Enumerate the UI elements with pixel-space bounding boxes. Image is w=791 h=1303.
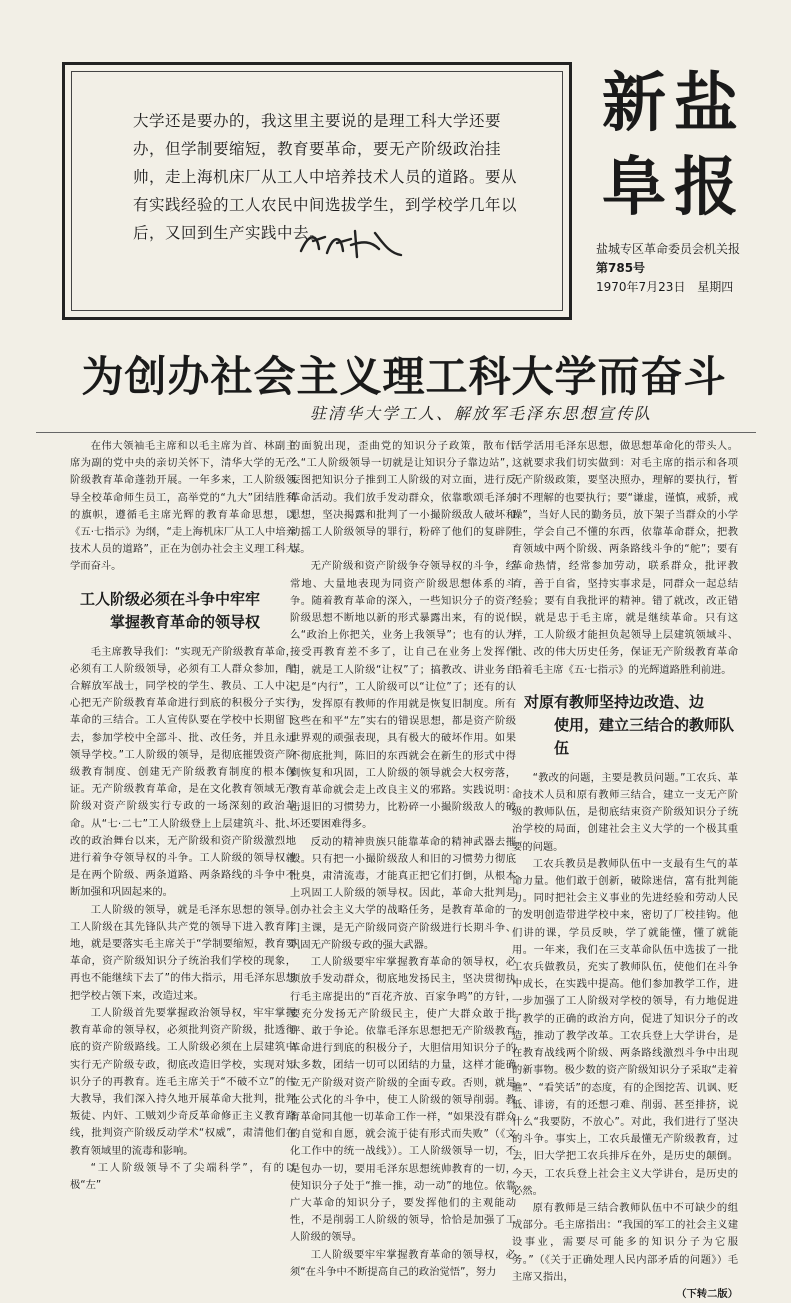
quote-text: 大学还是要办的，我这里主要说的是理工科大学还要办，但学制要缩短，教育要革命，要无产阶级政治挂帅，走上海机床厂从工人中培养技术人员的道路。要从有实践经验的工人农民中间选拔学生，到学校学几年以后，又回到生产实践中去。 xyxy=(133,112,518,242)
section-heading-2 xyxy=(512,691,738,760)
paragraph: 工人阶级的领导，就是毛泽东思想的领导。工人阶级在其先锋队共产党的领导下进入教育阵地，就是要落实毛主席关于“学制要缩短，教育要革命，资产阶级知识分子统治我们学校的现象，再也不能继续下去了”的伟大指示，用毛泽东思想把学校占领下来，改造过来。 xyxy=(70,903,296,1002)
continued-on-page-2: （下转二版） xyxy=(676,1287,738,1300)
issue-date-line xyxy=(596,278,752,297)
article-column-2 xyxy=(290,438,516,1281)
paragraph: 活学活用毛泽东思想，做思想革命化的带头人。这就要求我们切实做到：对毛主席的指示和各项无产阶级政策，要坚决照办，理解的要执行，暂时不理解的也要执行；要“谦虚，谨慎，戒骄，戒躁”，当好人民的勤务员，放下架子当群众的小学生，学会自己不懂的东西，依靠革命群众，把教育领域中两个阶级、两条路线斗争的“舵”；要有革命热情，经常参加劳动，联系群众，批评教育，善于自省，坚持实事求是，同群众一起总结经验；要有自我批评的精神。错了就改，改正错误，就是忠于毛主席，就是继续革命。只有这样，工人阶级才能担负起领导上层建筑领域斗、批、改的伟大历史任务，保证无产阶级教育革命沿着毛主席《五·七指示》的光辉道路胜利前进。 xyxy=(512,440,738,676)
paragraph: 原有教师是三结合教师队伍中不可缺少的组成部分。毛主席指出：“我国的军工的社会主义建设事业，需要尽可能多的知识分子为它服务。”（《关于正确处理人民内部矛盾的问题》）毛主席又指出， xyxy=(512,1201,738,1283)
masthead-meta xyxy=(596,240,752,297)
section-heading-line: 掌握教育革命的领导权 xyxy=(110,612,261,631)
paragraph: 反动的精神贵族只能靠革命的精神武器去摧毁。只有把一小撮阶级敌人和旧的习惯势力彻底批臭，肃清流毒，才能真正把它们打倒，从根本上巩固工人阶级的领导权。因此，革命大批判是创办社会主义大学的战略任务，是教育革命的一门主课，是无产阶级同资产阶级进行长期斗争、巩固无产阶级专政的强大武器。 xyxy=(290,835,516,951)
section-heading-line: 工人阶级必须在斗争中牢牢 xyxy=(80,589,261,608)
section-heading-line: 使用，建立三结合的教师队伍 xyxy=(554,715,735,757)
signature-image xyxy=(297,223,407,263)
chairman-quote-box xyxy=(62,62,572,320)
paragraph: 工人阶级首先要掌握政治领导权，牢牢掌握教育革命的领导权，必须批判资产阶级，批透彻底的资产阶级路线。工人阶级必须在上层建筑中实行无产阶级专政，彻底改造旧学校，实现对知识分子的再教育。连毛主席关于“不破不立”的伟大教导，我们深入持久地开展革命大批判，批判叛徒、内奸、工贼刘少奇反革命修正主义教育路线，批判资产阶级反动学术“权威”，肃清他们在教育领域里的流毒和影响。 xyxy=(70,1006,296,1157)
paragraph: 在伟大领袖毛主席和以毛主席为首、林副主席为副的党中央的亲切关怀下，清华大学的无产阶级教育革命蓬勃开展。一年多来，工人阶级领导全校革命师生员工，高举党的“九大”团结胜利的旗帜，遵循毛主席光辉的教育革命思想，以《五·七指示》为纲，“走上海机床厂从工人中培养技术人员的道路”，正在为创办社会主义理工科大学而奋斗。 xyxy=(70,440,296,573)
section-heading-1 xyxy=(70,588,296,634)
paragraph: “工人阶级领导不了尖端科学”，有的以极“左” xyxy=(70,1161,296,1191)
issue-weekday: 星期四 xyxy=(697,280,734,294)
section-heading-line: 对原有教师坚持边改造、边 xyxy=(524,692,705,711)
paragraph: 的面貌出现，歪曲党的知识分子政策，散布什么“工人阶级领导一切就是让知识分子靠边站”，妄图把知识分子推到工人阶级的对立面，进行反革命活动。我们放手发动群众，依靠歌颂毛泽东思想，坚决揭露和批判了一小撮阶级敌人破坏和动摇工人阶级领导的罪行，粉碎了他们的复辟阴谋。 xyxy=(290,440,516,556)
newspaper-title: 新盐阜报 xyxy=(602,67,746,225)
article-column-1 xyxy=(70,438,296,1194)
paragraph: 工人阶级要牢牢掌握教育革命的领导权，必须“在斗争中不断提高自己的政治觉悟”，努力 xyxy=(290,1248,516,1278)
paragraph: 无产阶级和资产阶级争夺领导权的斗争，经常地、大量地表现为同资产阶级思想体系的斗争。随着教育革命的深入，一些知识分子的资产阶级思想不断地以新的形式暴露出来，有的说什么“政治上你把关，业务上我领导”；也有的认为接受再教育差不多了，让自己在业务上发挥作用，就是工人阶级“让权”了；搞教改、讲业务自己是“内行”，工人阶级可以“让位”了；还有的认为，发挥原有教师的作用就是恢复旧制度。所有这些在和平“左”实右的错误思想，都是资产阶级世界观的顽强表现，具有极大的破坏作用。如果不彻底批判，陈旧的东西就会在新生的形式中得到恢复和巩固，工人阶级的领导就会大权旁落，教育革命就会走上改良主义的邪路。实践说明：击退旧的习惯势力，比粉碎一小撮阶级敌人的破坏还要困难得多。 xyxy=(290,560,516,831)
publisher-org: 盐城专区革命委员会机关报 xyxy=(596,242,741,256)
main-headline: 为创办社会主义理工科大学而奋斗 xyxy=(81,352,727,401)
paragraph: 工农兵教员是教师队伍中一支最有生气的革命力量。他们敢于创新，破除迷信，富有批判能力。同时把社会主义事业的先进经验和劳动人民的发明创造带进学校中来，密切了厂校挂钩。他们讲的课，学员反映，学了就能懂，懂了就能用。一年来，我们在三支革命队伍中选拔了一批工农兵做教员，充实了教师队伍，使他们在斗争中成长，在实践中提高。他们参加教学工作，进一步加强了工人阶级对学校的领导，有力地促进了教学的正确的政治方向，促进了知识分子的改造，推动了教学改革。工农兵登上大学讲台，是在教育战线两个阶级、两条路线激烈斗争中出现的新事物。极少数的资产阶级知识分子采取“走着瞧”、“看笑话”的态度，有的企图挖苦、讥讽、贬低、诽谤，有的还想刁难、削弱、甚至排挤，说什么“我要防，不放心”。对此，我们进行了坚决的斗争。事实上，工农兵最懂无产阶级教育，过去，旧大学把工农兵排斥在外，是历史的颠倒。今天，工农兵登上社会主义大学讲台，是历史的必然。 xyxy=(512,857,738,1197)
article-column-3 xyxy=(512,438,738,1303)
masthead xyxy=(592,62,752,297)
paragraph: 工人阶级要牢牢掌握教育革命的领导权，必须放手发动群众，彻底地发扬民主，坚决贯彻执行毛主席提出的“百花齐放、百家争鸣”的方针，要充分发扬无产阶级民主，使广大群众敢于批评、敢于争论。依靠毛泽东思想把无产阶级教育革命进行到底的积极分子，大胆信用知识分子的大多数，团结一切可以团结的力量，这样才能确立无产阶级对资产阶级的全面专政。否则，就是在公式化的斗争中，使工人阶级的领导削弱。教育革命同其他一切革命工作一样，“如果没有群众的自觉和自愿，就会流于徒有形式而失败”（《文化工作中的统一战线》）。工人阶级领导一切，不是包办一切，要用毛泽东思想统帅教育的一切，使知识分子处于“推一推，动一动”的地位。依靠广大革命的知识分子，要发挥他们的主观能动性，不是削弱工人阶级的领导，恰恰是加强了工人阶级的领导。 xyxy=(290,956,516,1244)
article-byline: 驻清华大学工人、解放军毛泽东思想宣传队 xyxy=(310,404,653,423)
issue-date: 1970年7月23日 xyxy=(596,280,686,294)
paragraph: “教改的问题，主要是教员问题。”工农兵、革命技术人员和原有教师三结合，建立一支无产阶级的教师队伍，是彻底结束资产阶级知识分子统治学校的局面，创建社会主义大学的一个极其重要的问题。 xyxy=(512,771,738,853)
paragraph: 毛主席教导我们：“实现无产阶级教育革命，必须有工人阶级领导，必须有工人群众参加，配合解放军战士，同学校的学生、教员、工人中决心把无产阶级教育革命进行到底的积极分子实行革命的三结合。工人宣传队要在学校中长期留下去，参加学校中全部斗、批、改任务，并且永远领导学校。”工人阶级的领导，是彻底摧毁资产阶级教育制度、创建无产阶级教育制度的根本保证。无产阶级教育革命，是在文化教育领域无产阶级对资产阶级实行专政的一场深刻的政治革命。从“七·二七”工人阶级登上上层建筑斗、批、改的政治舞台以来，无产阶级和资产阶级激烈地进行着争夺领导权的斗争。工人阶级的领导权就是在两个阶级、两条道路、两条路线的斗争中不断加强和巩固起来的。 xyxy=(70,645,296,899)
divider xyxy=(36,432,756,433)
issue-number: 第785号 xyxy=(596,261,646,275)
